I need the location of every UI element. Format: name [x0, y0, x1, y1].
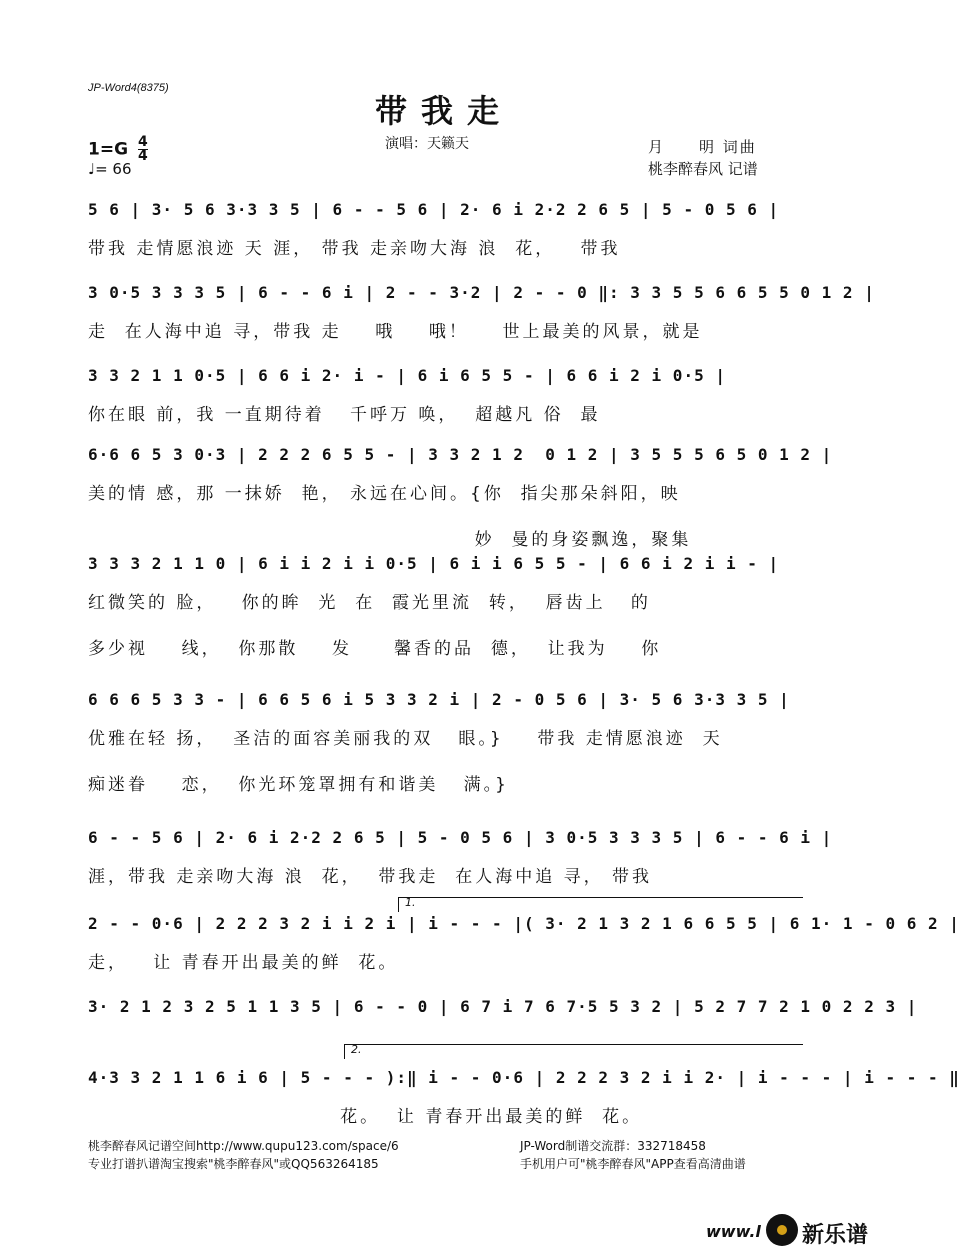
footer-right-2: 手机用户可"桃李醉春风"APP查看高清曲谱 [520, 1157, 746, 1171]
transcriber-credit: 桃李醉春风 记谱 [648, 160, 758, 178]
singer-credit: 演唱：天籁天 [385, 136, 469, 152]
notation-line: 3 3 2 1 1 0·5 | 6 6 i 2· i - | 6 i 6 5 5 - | 6 6 i 2 i 0·5 | [88, 366, 726, 385]
tempo-value: = 66 [95, 160, 132, 178]
time-signature [138, 136, 148, 163]
software-version: JP-Word4(8375) [88, 82, 169, 94]
tempo-marking [88, 160, 132, 178]
watermark-logo [706, 1206, 888, 1256]
lyric-line: 走， 让 青春开出最美的鲜 花。 [88, 953, 399, 973]
volta-2-label: 2. [351, 1043, 362, 1056]
lyric-line: 带我 走情愿浪迹 天 涯， 带我 走亲吻大海 浪 花， 带我 [88, 239, 621, 259]
volta-1-label: 1. [405, 896, 416, 909]
notation-line: 3· 2 1 2 3 2 5 1 1 3 5 | 6 - - 0 | 6 7 i 7 6 7·5 5 3 2 | 5 2 7 7 2 1 0 2 2 3 | [88, 997, 918, 1016]
time-top: 4 [137, 134, 148, 150]
lyric-line: 走 在人海中追 寻，带我 走 哦 哦！ 世上最美的风景，就是 [88, 322, 703, 342]
quarter-note-icon: ♩ [88, 160, 96, 178]
notation-line: 4·3 3 2 1 1 6 i 6 | 5 - - - ):‖ i - - 0·6 | 2 2 2 3 2 i i 2· | i - - - | i - - - ‖ [88, 1068, 960, 1087]
volta-2-bracket [344, 1044, 803, 1059]
notation-line: 3 3 3 2 1 1 0 | 6 i i 2 i i 0·5 | 6 i i 6 5 5 - | 6 6 i 2 i i - | [88, 554, 780, 573]
song-title: 带我走 [374, 92, 513, 130]
volta-1-bracket [398, 897, 803, 912]
notation-line: 5 6 | 3· 5 6 3·3 3 5 | 6 - - 5 6 | 2· 6 i 2·2 2 6 5 | 5 - 0 5 6 | [88, 200, 780, 219]
key-signature [88, 136, 148, 163]
composer-credit: 月 明 词曲 [648, 138, 757, 156]
lyric-line: 妙 曼的身姿飘逸，聚集 [88, 530, 692, 550]
key-label: 1=G [88, 139, 129, 160]
notation-line: 2 - - 0·6 | 2 2 2 3 2 i i 2 i | i - - - |( 3· 2 1 3 2 1 6 6 5 5 | 6 1· 1 - 0 6 2 | [88, 914, 960, 933]
notation-line: 3 0·5 3 3 3 5 | 6 - - 6 i | 2 - - 3·2 | 2 - - 0 ‖: 3 3 5 5 6 6 5 5 0 1 2 | [88, 283, 875, 302]
footer-right-1: JP-Word制谱交流群：332718458 [520, 1139, 706, 1153]
lyric-line: 花。 让 青春开出最美的鲜 花。 [88, 1107, 643, 1127]
notation-line: 6·6 6 5 3 0·3 | 2 2 2 6 5 5 - | 3 3 2 1 2 0 1 2 | 3 5 5 5 6 5 0 1 2 | [88, 445, 833, 464]
lyric-line: 涯，带我 走亲吻大海 浪 花， 带我走 在人海中追 寻， 带我 [88, 867, 653, 887]
time-bottom: 4 [137, 148, 148, 164]
lyric-line: 美的情 感，那 一抹娇 艳， 永远在心间。{你 指尖那朵斜阳，映 [88, 484, 681, 504]
record-disc-icon [766, 1214, 798, 1246]
footer-left-1: 桃李醉春风记谱空间http://www.qupu123.com/space/6 [88, 1139, 399, 1153]
lyric-line: 优雅在轻 扬， 圣洁的面容美丽我的双 眼。} 带我 走情愿浪迹 天 [88, 729, 723, 749]
lyric-line: 红微笑的 脸， 你的眸 光 在 霞光里流 转， 唇齿上 的 [88, 593, 651, 613]
lyric-line: 你在眼 前，我 一直期待着 千呼万 唤， 超越凡 俗 最 [88, 405, 601, 425]
lyric-line: 痴迷眷 恋， 你光环笼罩拥有和谐美 满。} [88, 775, 509, 795]
lyric-line: 多少视 线， 你那散 发 馨香的品 德， 让我为 你 [88, 639, 662, 659]
footer-left-2: 专业打谱扒谱淘宝搜索"桃李醉春风"或QQ563264185 [88, 1157, 379, 1171]
notation-line: 6 - - 5 6 | 2· 6 i 2·2 2 6 5 | 5 - 0 5 6 | 3 0·5 3 3 3 5 | 6 - - 6 i | [88, 828, 833, 847]
watermark-brand: 新乐谱 [802, 1223, 869, 1248]
watermark-url: www.l [706, 1222, 761, 1241]
notation-line: 6 6 6 5 3 3 - | 6 6 5 6 i 5 3 3 2 i | 2 - 0 5 6 | 3· 5 6 3·3 3 5 | [88, 690, 790, 709]
